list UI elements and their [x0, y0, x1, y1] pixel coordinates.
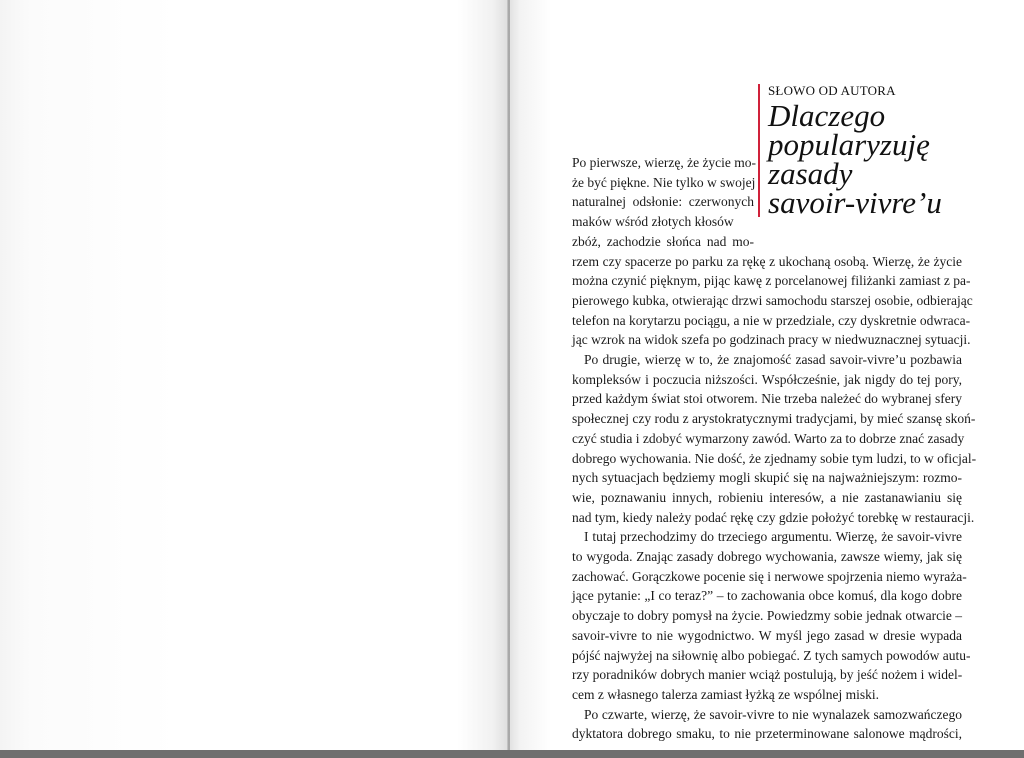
- text-line: dyktatora dobrego smaku, to nie przeterminowane salonowe mądrości,: [572, 726, 962, 742]
- title-line: savoir-vivre’u: [768, 185, 942, 220]
- section-kicker: SŁOWO OD AUTORA: [768, 83, 896, 98]
- left-page-blank: [0, 0, 508, 750]
- text-line: nad tym, kiedy należy podać rękę czy gdzie położyć torebkę w restauracji.: [572, 509, 975, 525]
- text-line: rzy poradników dobrych manier wciąż postulują, by jeść nożem i widel-: [572, 667, 963, 683]
- text-line: cem z własnego talerza zamiast łyżką ze wspólnej miski.: [572, 686, 880, 702]
- title-line: zasady: [768, 156, 853, 191]
- text-line: że być piękne. Nie tylko w swojej: [572, 174, 756, 190]
- text-line: wie, poznawaniu innych, robieniu interesów, a nie zastanawianiu się: [572, 489, 962, 505]
- title-line: Dlaczego: [768, 98, 886, 133]
- text-line: obyczaje to dobry pomysł na życie. Powiedzmy sobie jednak otwarcie –: [572, 608, 962, 624]
- text-line: czyć studia i zdobyć wymarzony zawód. Warto za to dobrze znać zasady: [572, 430, 965, 446]
- text-line: przed każdym świat stoi otworem. Nie trzeba należeć do wybranej sfery: [572, 391, 962, 407]
- text-line: rzem czy spacerze po parku za rękę z ukochaną osobą. Wierzę, że życie: [572, 253, 962, 269]
- text-line: jąc wzrok na widok szefa po godzinach pracy w niedwuznacznej sytuacji.: [572, 332, 971, 348]
- body-text: [572, 153, 977, 744]
- text-line: naturalnej odsłonie: czerwonych: [572, 194, 754, 210]
- text-line: maków wśród złotych kłosów: [572, 214, 734, 230]
- text-line: można czynić pięknym, pijąc kawę z porcelanowej filiżanki zamiast z pa-: [572, 273, 971, 289]
- text-line: pierowego kubka, otwierając drzwi samochodu starszej osobie, odbierając: [572, 292, 973, 308]
- text-line: dobrego wychowania. Nie dość, że zjednamy sobie tym ludzi, to w oficjal-: [572, 450, 977, 466]
- text-line: Po pierwsze, wierzę, że życie mo-: [572, 155, 757, 170]
- text-line: to wygoda. Znając zasady dobrego wychowania, zawsze wiemy, jak się: [572, 549, 962, 565]
- text-line: nych sytuacjach będziemy mogli skupić się na najważniejszym: rozmo-: [572, 470, 962, 486]
- title-line: popularyzuję: [768, 127, 930, 162]
- text-line: telefon na korytarzu pociągu, a nie w przedziale, czy dyskretnie odwraca-: [572, 312, 971, 328]
- right-page: [510, 0, 1024, 750]
- text-line: savoir-vivre to nie wygodnictwo. W myśl jego zasad w dresie wypada: [572, 627, 962, 643]
- text-line: I tutaj przechodzimy do trzeciego argumentu. Wierzę, że savoir-vivre: [584, 529, 962, 545]
- text-line: Po drugie, wierzę w to, że znajomość zasad savoir-vivre’u pozbawia: [584, 352, 962, 368]
- text-line: pójść najwyżej na siłownię albo pobiegać. Z tych samych powodów autu-: [572, 647, 971, 663]
- text-line: zachować. Gorączkowe pocenie się i nerwowe spojrzenia niemo wyraża-: [572, 568, 967, 584]
- text-line: Po czwarte, wierzę, że savoir-vivre to nie wynalazek samozwańczego: [584, 706, 962, 722]
- text-line: jące pytanie: „I co teraz?” – to zachowania obce komuś, dla kogo dobre: [572, 588, 962, 604]
- text-line: zbóż, zachodzie słońca nad mo-: [572, 233, 754, 249]
- text-line: społecznej czy rodu z arystokratycznymi tradycjami, by mieć szansę skoń-: [572, 411, 976, 427]
- text-line: kompleksów i poczucia niższości. Współcześnie, jak nigdy do tej pory,: [572, 371, 962, 387]
